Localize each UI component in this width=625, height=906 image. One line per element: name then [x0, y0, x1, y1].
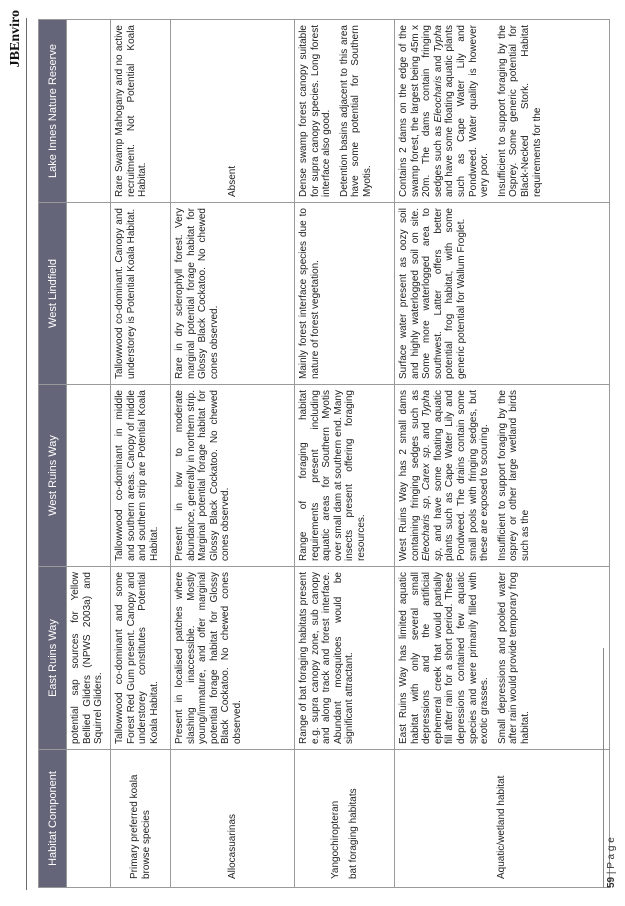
- text-run: ,: [421, 490, 433, 499]
- table-row: [295, 20, 395, 888]
- table-cell: Tallowwood co-dominant and some Forest Red Gum present. Canopy and understorey constitutes Potential Koala Habitat.: [111, 567, 171, 750]
- table-cell: Rare in dry sclerophyll forest. Very marginal potential forage habitat for Glossy Black Cockatoo. No chewed cones observed.: [171, 203, 295, 385]
- habitat-component: [295, 750, 395, 888]
- species-name: Eleocharis: [432, 75, 444, 123]
- habitat-table: [38, 19, 610, 888]
- table-cell: Mainly forest interface species due to nature of forest vegetation.: [295, 203, 395, 385]
- habitat-component: Allocasuarinas: [171, 750, 295, 888]
- table-cell: [295, 20, 395, 203]
- species-name: Typha sp: [421, 389, 444, 561]
- habitat-component: Primary preferred koala browse species: [111, 750, 171, 888]
- brand-logo: JBEnviro: [8, 10, 23, 68]
- table-cell: potential sap sources for Yellow Bellied Gliders (NPWS 2003a) and Squirrel Gliders.: [67, 567, 111, 750]
- table-row: [111, 20, 171, 888]
- table-cell: [395, 567, 610, 750]
- table-cell: [67, 203, 111, 385]
- column-header: Habitat Component: [39, 750, 67, 888]
- column-header: East Ruins Way: [39, 567, 67, 750]
- page-number: 59: [606, 876, 617, 888]
- column-header: West Ruins Way: [39, 385, 67, 567]
- cell-paragraph: [398, 390, 491, 561]
- text-run: West Ruins Way has 2 small dams containing fringing sedges such as: [398, 390, 421, 561]
- column-header: West Lindfield: [39, 203, 67, 385]
- table-cell: Range of foraging habitat requirements present including aquatic areas for Southern Myotis over small dam at southern end. Many insects present offering foraging resources.: [295, 385, 395, 567]
- table-cell: [67, 20, 111, 203]
- table-cell: Rare Swamp Mahogany and no active recruitment. Not Potential Koala Habitat.: [111, 20, 171, 203]
- table-header-row: [39, 20, 67, 888]
- table-cell: Present in localised patches where slashing inaccessible. Mostly young/immature, and offer marginal potential forage habitat for Glossy Black Cockatoo. No chewed cones observed.: [171, 567, 295, 750]
- header-rule: [26, 18, 27, 890]
- table-cell: Range of bat foraging habitats present e.g. supra canopy zone, sub canopy and along track and forest interface. Abundant mosquitoes would be significant attractant.: [295, 567, 395, 750]
- table-row: [67, 20, 111, 888]
- page-footer: 59 | P a g e: [606, 837, 617, 888]
- table-cell: Tallowwood co-dominant in middle and southern areas. Canopy of middle and southern strip are Potential Koala Habitat.: [111, 385, 171, 567]
- species-name: Typha: [432, 25, 444, 53]
- table-row: [395, 20, 610, 888]
- table-cell: [395, 20, 610, 203]
- cell-paragraph: Insufficient to support foraging by the osprey or other large wetland birds such as the: [496, 390, 531, 561]
- cell-paragraph: East Ruins Way has limited aquatic habitat with only several small depressions and the artificial ephemeral creek that would partially fill after rain for a short period. These depressions contained few aquatic species and were primarily filled with exotic grasses.: [398, 572, 491, 744]
- text-run: , and have some floating aquatic plants such as Cape Water Lily and Pondweed. The drains contain some small pools with fringing sedges, but these are exposed to scouring.: [432, 390, 491, 561]
- text-run: Contains 2 dams on the edge of the swamp forest, the largest being 45m x 20m. The dams contain fringing sedges such as: [398, 25, 444, 197]
- table-row: [171, 20, 295, 888]
- cell-paragraph: Small depressions and pooled water after rain would provide temporary frog habitat.: [496, 572, 531, 744]
- column-header: Lake Innes Nature Reserve: [39, 20, 67, 203]
- text-run: . and: [421, 417, 433, 448]
- table-cell: Tallowwood co-dominant. Canopy and understorey is Potential Koala Habitat.: [111, 203, 171, 385]
- species-name: Carex sp: [421, 447, 433, 491]
- table-cell: Present in low to moderate abundance, generally in northern strip. Marginal potential forage habitat for Glossy Black Cockatoo. No chewed cones observed.: [171, 385, 295, 567]
- cell-paragraph: Detention basins adjacent to this area have some potential for Southern Myotis.: [338, 25, 373, 197]
- table-cell: [67, 385, 111, 567]
- cell-paragraph: Insufficient to support foraging by the Osprey. Some generic potential for Black-Necked Stork. Habitat requirements for the: [496, 25, 543, 197]
- table-cell: [395, 385, 610, 567]
- text-run: and: [432, 52, 444, 76]
- footer-rule: [603, 648, 604, 888]
- component-line: Yangochiropteran: [329, 800, 341, 879]
- table-cell: Surface water present as oozy soil and highly waterlogged soil on site. Some more waterlogged area to southwest. Latter offers better potential frog habitat, with some generic potential for Wallum Froglet.: [395, 203, 610, 385]
- page-label: P a g e: [606, 837, 617, 869]
- text-run: and have some floating aquatic plants such as Cape Water Lily and Pondweed. Water quality is however very poor.: [444, 25, 491, 197]
- table-cell: Absent: [171, 20, 295, 203]
- cell-paragraph: Dense swamp forest canopy suitable for supra canopy species. Long forest interface also good.: [298, 25, 333, 197]
- component-line: bat foraging habitats: [347, 788, 359, 879]
- species-name: Eleocharis sp: [421, 498, 433, 561]
- table-cell: [67, 750, 111, 888]
- cell-paragraph: [398, 25, 491, 197]
- habitat-component: Aquatic/wetland habitat: [395, 750, 610, 888]
